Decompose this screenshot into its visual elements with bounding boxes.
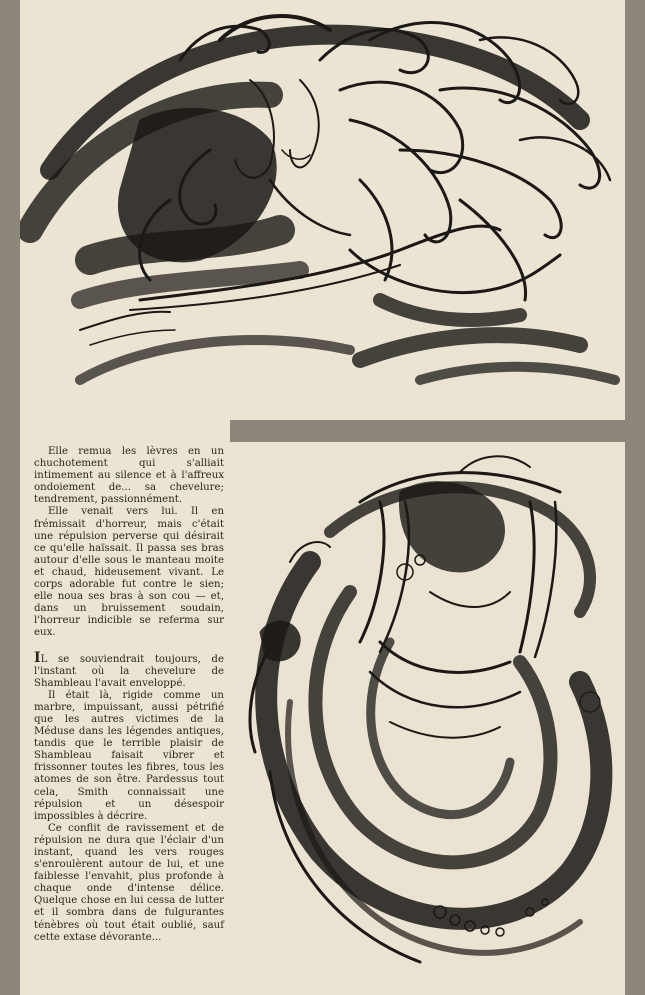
story-paragraph: Ce conflit de ravissement et de répulsion ne dura que l'éclair d'un instant, quand les vers rouges s'enroulèrent autour de lui, et une faiblesse l'envahit, plus profonde à chaque onde d'intense délice. Quelque chose en lui cessa de lutter et il sombra dans de fulgurantes ténèbres où tout était oublié, sauf cette extase dévorante... bbox=[34, 822, 224, 943]
section2-opening bbox=[34, 649, 224, 690]
drop-cap: I bbox=[34, 649, 41, 666]
section2-first-text: L se souviendrait toujours, de l'instant où la chevelure de Shambleau l'avait enveloppé. bbox=[34, 653, 224, 689]
story-paragraph: Il était là, rigide comme un marbre, impuissant, aussi pétrifié que les autres victimes de la Méduse dans les légendes antiques, tandis que le terrible plaisir de Shambleau faisait vibrer et frissonner toutes les fibres, tous les atomes de son être. Pardessus tout cela, Smith connaissait une répulsion et un désespoir impossibles à décrire. bbox=[34, 689, 224, 822]
story-paragraph: Elle venait vers lui. Il en frémissait d'horreur, mais c'était une répulsion perverse qui désirait ce qu'elle haïssait. Il passa ses bras autour d'elle sous le manteau moite et chaud, hideusement vivant. Le corps adorable fut contre le sien; elle noua ses bras à son cou — et, dans un bruissement soudain, l'horreur indicible se referma sur eux. bbox=[34, 506, 224, 639]
top-illustration bbox=[20, 0, 625, 420]
divider-band bbox=[230, 424, 625, 442]
story-text-column bbox=[34, 446, 224, 944]
story-paragraph: Elle remua les lèvres en un chuchotement qui s'alliait intimement au silence et à l'affreux ondoiement de... sa chevelure; tendrement, passionnément. bbox=[34, 446, 224, 506]
bottom-illustration bbox=[230, 442, 625, 995]
